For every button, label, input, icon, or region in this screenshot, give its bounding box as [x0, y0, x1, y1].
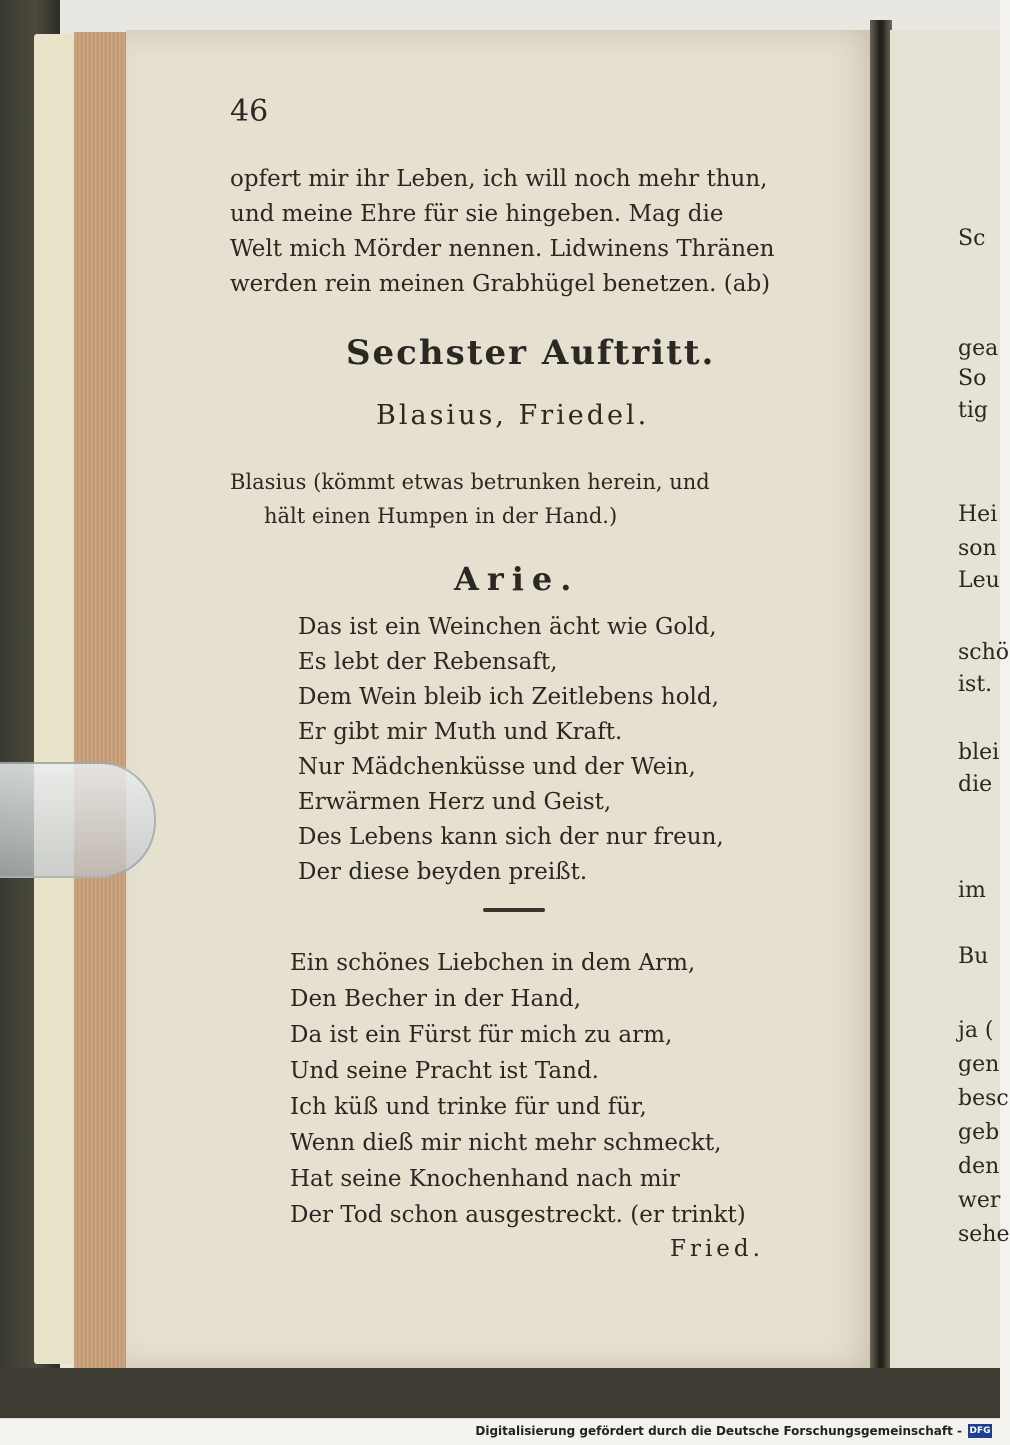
verse-line: Erwärmen Herz und Geist,	[298, 789, 612, 815]
stage-direction-line: Blasius (kömmt etwas betrunken herein, und	[230, 470, 710, 494]
verse-line: Das ist ein Weinchen ächt wie Gold,	[298, 614, 717, 640]
footer-credit: Digitalisierung gefördert durch die Deutsche Forschungsgemeinschaft -	[475, 1424, 962, 1438]
right-page-fragment: son	[958, 536, 997, 561]
right-page-fragment: Bu	[958, 944, 989, 969]
right-page-fragment: geb	[958, 1120, 1000, 1145]
right-page-fragment: Sc	[958, 226, 986, 251]
right-page-fragment: ja (	[958, 1018, 994, 1043]
prose-line: opfert mir ihr Leben, ich will noch mehr thun,	[230, 166, 768, 192]
verse-line: Er gibt mir Muth und Kraft.	[298, 719, 623, 745]
background-bottom	[0, 1368, 1000, 1418]
right-page-fragment: Hei	[958, 502, 998, 527]
right-page-fragment: sehe	[958, 1222, 1010, 1247]
verse-line: Da ist ein Fürst für mich zu arm,	[290, 1022, 673, 1048]
verse-line: Ein schönes Liebchen in dem Arm,	[290, 950, 696, 976]
page-clip-bookmark	[0, 762, 156, 878]
scene-heading: Sechster Auftritt.	[346, 333, 716, 373]
right-page-fragment: gen	[958, 1052, 1000, 1077]
right-page-fragment: schö	[958, 640, 1010, 665]
verse-line: Des Lebens kann sich der nur freun,	[298, 824, 724, 850]
footer-bar	[0, 1418, 1000, 1445]
prose-line: und meine Ehre für sie hingeben. Mag die	[230, 201, 724, 227]
book-cover-edge	[34, 34, 74, 1364]
verse-line: Dem Wein bleib ich Zeitlebens hold,	[298, 684, 719, 710]
page-number: 46	[230, 94, 269, 129]
page-edges	[74, 32, 126, 1368]
prose-line: Welt mich Mörder nennen. Lidwinens Thränen	[230, 236, 775, 262]
right-page-fragment: ist.	[958, 672, 993, 697]
cast-list: Blasius, Friedel.	[376, 400, 650, 431]
verse-line: Hat seine Knochenhand nach mir	[290, 1166, 680, 1192]
right-page-fragment: So	[958, 366, 987, 391]
book-gutter	[870, 20, 892, 1380]
right-page-fragment: blei	[958, 740, 1000, 765]
right-page-fragment: wer	[958, 1188, 1001, 1213]
verse-line: Es lebt der Rebensaft,	[298, 649, 558, 675]
aria-heading: Arie.	[454, 560, 580, 598]
right-page-fragment: gea	[958, 336, 999, 361]
right-page-fragment: besc	[958, 1086, 1009, 1111]
verse-line: Den Becher in der Hand,	[290, 986, 582, 1012]
right-page-fragment: den	[958, 1154, 1000, 1179]
verse-line: Nur Mädchenküsse und der Wein,	[298, 754, 696, 780]
verse-line: Ich küß und trinke für und für,	[290, 1094, 647, 1120]
prose-line: werden rein meinen Grabhügel benetzen. (ab)	[230, 271, 771, 297]
verse-line: Wenn dieß mir nicht mehr schmeckt,	[290, 1130, 722, 1156]
verse-line: Der Tod schon ausgestreckt. (er trinkt)	[290, 1202, 746, 1228]
stage-direction-line: hält einen Humpen in der Hand.)	[264, 504, 618, 528]
verse-line: Der diese beyden preißt.	[298, 859, 588, 885]
dfg-logo: DFG	[969, 1426, 991, 1436]
right-page-fragment: im	[958, 878, 986, 903]
right-page-fragment: Leu	[958, 568, 1000, 593]
verse-line: Und seine Pracht ist Tand.	[290, 1058, 599, 1084]
stanza-divider	[483, 908, 545, 912]
right-page-fragment: die	[958, 772, 993, 797]
right-page-fragment: tig	[958, 398, 988, 423]
catchword: Fried.	[670, 1236, 764, 1262]
